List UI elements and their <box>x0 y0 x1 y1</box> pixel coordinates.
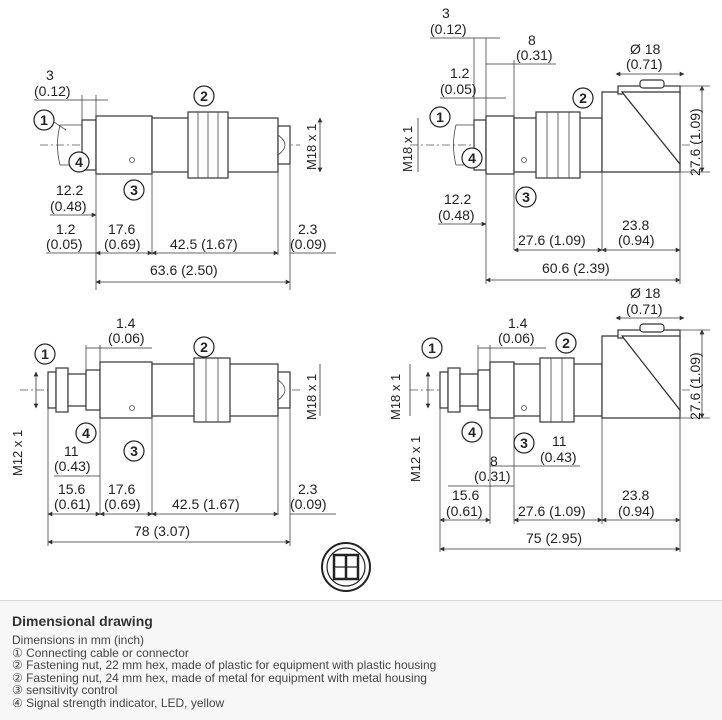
d4-g-in: (0.31) <box>474 468 511 484</box>
svg-text:1: 1 <box>436 109 444 125</box>
d2-b-in: (0.48) <box>438 207 475 223</box>
d3-thread2: M12 x 1 <box>10 429 25 476</box>
d1-d: 17.6 <box>108 221 136 237</box>
d3-thread: M18 x 1 <box>304 373 319 420</box>
d1-b-in: (0.48) <box>50 198 87 214</box>
d2-c-in: (0.05) <box>440 81 477 97</box>
d2-f-in: (0.94) <box>618 232 655 248</box>
d4-thread: M18 x 1 <box>388 373 403 420</box>
legend-line: ② Fastening nut, 22 mm hex, made of plastic for equipment with plastic housing <box>12 658 437 673</box>
svg-text:3: 3 <box>520 435 528 451</box>
d4-diam: Ø 18 <box>630 285 661 301</box>
d2-g-in: (0.31) <box>516 47 553 63</box>
svg-text:4: 4 <box>468 150 476 166</box>
d3-f-in: (0.09) <box>290 496 327 512</box>
d3-total: 78 (3.07) <box>134 523 191 539</box>
d4-h: 27.6 (1.09) <box>687 352 703 420</box>
svg-text:3: 3 <box>522 189 530 205</box>
legend-line: ④ Signal strength indicator, LED, yellow <box>12 695 225 710</box>
d2-thread: M18 x 1 <box>400 125 415 172</box>
d4-f: 23.8 <box>622 487 650 503</box>
d1-total: 63.6 (2.50) <box>150 262 218 278</box>
d4-e: 27.6 (1.09) <box>518 503 586 519</box>
d4-g: 8 <box>490 453 498 469</box>
d3-e: 42.5 (1.67) <box>172 496 240 512</box>
d2-a-in: (0.12) <box>430 21 467 37</box>
d1-b: 12.2 <box>56 182 84 198</box>
d4-thread2: M12 x 1 <box>408 435 423 482</box>
drawing-angled-cable <box>400 5 710 284</box>
drawing-straight-cable <box>34 67 336 290</box>
d1-c-in: (0.05) <box>46 236 83 252</box>
d2-g: 8 <box>528 32 536 48</box>
d2-diam-in: (0.71) <box>626 56 663 72</box>
legend-title: Dimensional drawing <box>12 613 153 629</box>
d3-a: 1.4 <box>116 315 136 331</box>
legend-line: ① Connecting cable or connector <box>12 645 189 660</box>
d1-f: 2.3 <box>298 221 318 237</box>
d2-b: 12.2 <box>444 191 472 207</box>
legend-line: Dimensions in mm (inch) <box>12 633 145 647</box>
d3-b: 11 <box>64 443 79 459</box>
d1-e: 42.5 (1.67) <box>170 236 238 252</box>
svg-text:4: 4 <box>82 425 90 441</box>
d4-total: 75 (2.95) <box>526 530 583 546</box>
d4-c-in: (0.61) <box>446 503 483 519</box>
svg-text:2: 2 <box>200 88 208 104</box>
d2-e: 27.6 (1.09) <box>518 232 586 248</box>
d4-diam-in: (0.71) <box>626 301 663 317</box>
svg-text:3: 3 <box>130 182 138 198</box>
d3-a-in: (0.06) <box>108 330 145 346</box>
d1-c: 1.2 <box>56 221 76 237</box>
d2-h: 27.6 (1.09) <box>687 108 703 176</box>
svg-text:1: 1 <box>40 112 48 128</box>
svg-text:2: 2 <box>562 335 570 351</box>
d2-f: 23.8 <box>622 217 650 233</box>
svg-text:4: 4 <box>75 154 83 170</box>
drawing-straight-connector <box>10 315 336 546</box>
d4-c: 15.6 <box>452 487 480 503</box>
d2-c: 1.2 <box>450 65 470 81</box>
svg-text:1: 1 <box>428 340 436 356</box>
legend-list <box>12 634 436 710</box>
d1-d-in: (0.69) <box>104 236 141 252</box>
legend-panel <box>0 600 722 720</box>
d1-a-in: (0.12) <box>34 83 71 99</box>
d3-d-in: (0.69) <box>104 496 141 512</box>
projection-symbol-icon <box>322 543 370 591</box>
d1-f-in: (0.09) <box>290 236 327 252</box>
d2-a: 3 <box>442 5 450 21</box>
d1-thread: M18 x 1 <box>304 123 319 170</box>
d3-b-in: (0.43) <box>54 458 91 474</box>
d4-b-in: (0.43) <box>540 449 577 465</box>
d4-a-in: (0.06) <box>498 330 535 346</box>
d4-b: 11 <box>552 433 567 449</box>
legend-line: ② Fastening nut, 24 mm hex, made of metal for equipment with metal housing <box>12 670 427 685</box>
svg-text:3: 3 <box>130 443 138 459</box>
d3-f: 2.3 <box>298 481 318 497</box>
legend-line: ③ sensitivity control <box>12 683 118 698</box>
svg-text:2: 2 <box>200 339 208 355</box>
svg-text:2: 2 <box>579 90 587 106</box>
d3-d: 17.6 <box>108 481 136 497</box>
svg-text:1: 1 <box>41 346 49 362</box>
d2-diam: Ø 18 <box>630 41 661 57</box>
d3-c-in: (0.61) <box>54 496 91 512</box>
d1-a: 3 <box>46 67 54 83</box>
d3-c: 15.6 <box>58 481 86 497</box>
d4-a: 1.4 <box>508 315 528 331</box>
drawing-angled-connector <box>388 285 710 552</box>
d2-total: 60.6 (2.39) <box>542 260 610 276</box>
d4-f-in: (0.94) <box>618 503 655 519</box>
svg-text:4: 4 <box>468 424 476 440</box>
